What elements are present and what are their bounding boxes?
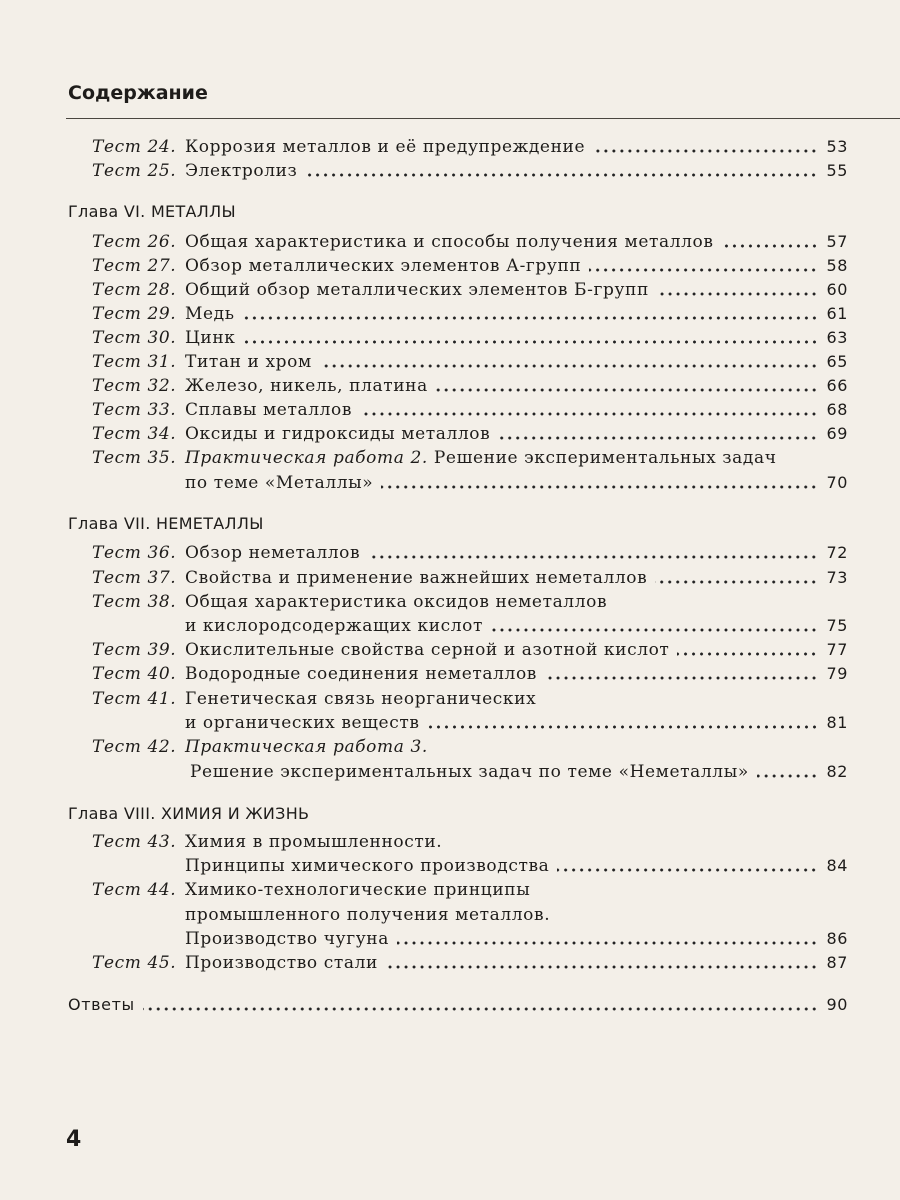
dot-leader	[677, 652, 818, 656]
page-number: 4	[66, 1127, 82, 1152]
entry-title: Окислительные свойства серной и азотной кислот	[185, 640, 670, 660]
entry-title: Коррозия металлов и её предупреждение	[185, 137, 586, 157]
entry-number: 33.	[147, 400, 177, 420]
entry-page: 87	[826, 953, 848, 972]
toc-entry	[92, 878, 848, 902]
toc-entry-continuation	[185, 614, 848, 638]
toc-entry-continuation	[185, 471, 848, 495]
dot-leader	[436, 388, 818, 392]
entry-number: 39.	[147, 640, 177, 660]
dot-leader	[243, 316, 818, 320]
entry-label: Тест	[92, 328, 142, 348]
dot-leader	[757, 774, 818, 778]
practical-work-label: Практическая работа 2.	[185, 448, 428, 468]
entry-label: Тест	[92, 880, 142, 900]
dot-leader	[244, 340, 818, 344]
toc-entry	[92, 951, 848, 975]
toc-entry	[92, 830, 848, 854]
entry-page: 81	[826, 713, 848, 732]
entry-page: 57	[826, 232, 848, 251]
toc-entry	[92, 638, 848, 662]
entry-label: Тест	[92, 737, 142, 757]
chapter-heading: Глава VII. НЕМЕТАЛЛЫ	[68, 514, 264, 533]
practical-work-label: Практическая работа 3.	[185, 737, 428, 757]
entry-title: Производство стали	[185, 953, 378, 973]
toc-entry	[92, 302, 848, 326]
entry-label: Тест	[92, 832, 142, 852]
entry-title: Оксиды и гидроксиды металлов	[185, 424, 491, 444]
entry-title-continued: и кислородсодержащих кислот	[185, 616, 484, 636]
entry-title: Химия в промышленности.	[185, 832, 443, 852]
entry-number: 29.	[147, 304, 177, 324]
entry-number: 42.	[147, 737, 177, 757]
entry-title-continued: Решение экспериментальных задач по теме «Неметаллы»	[190, 762, 749, 782]
toc-entry-continuation	[190, 760, 848, 784]
toc-entry	[92, 326, 848, 350]
entry-label: Тест	[92, 448, 142, 468]
entry-number: 31.	[147, 352, 177, 372]
entry-title: Общая характеристика оксидов неметаллов	[185, 592, 608, 612]
entry-number: 26.	[147, 232, 177, 252]
entry-label: Тест	[92, 953, 142, 973]
dot-leader	[428, 725, 818, 729]
dot-leader	[491, 628, 818, 632]
entry-label: Тест	[92, 543, 142, 563]
toc-entry-continuation	[185, 927, 848, 951]
entry-label: Тест	[92, 568, 142, 588]
toc-entry	[92, 662, 848, 686]
entry-title: Общая характеристика и способы получения металлов	[185, 232, 714, 252]
dot-leader	[386, 965, 818, 969]
entry-title: Свойства и применение важнейших неметаллов	[185, 568, 648, 588]
entry-label: Тест	[92, 352, 142, 372]
toc-entry-answers	[68, 993, 848, 1017]
entry-number: 38.	[147, 592, 177, 612]
entry-label: Тест	[92, 232, 142, 252]
dot-leader	[722, 244, 818, 248]
entry-page: 77	[826, 640, 848, 659]
entry-page: 70	[826, 473, 848, 492]
toc-entry	[92, 566, 848, 590]
entry-page: 82	[826, 762, 848, 781]
entry-label: Тест	[92, 424, 142, 444]
entry-title: Цинк	[185, 328, 236, 348]
entry-title: Медь	[185, 304, 235, 324]
entry-number: 36.	[147, 543, 177, 563]
entry-title: Общий обзор металлических элементов Б-групп	[185, 280, 649, 300]
toc-entry-continuation	[185, 711, 848, 735]
entry-page: 84	[826, 856, 848, 875]
entry-label: Тест	[92, 256, 142, 276]
dot-leader	[545, 676, 818, 680]
entry-number: 25.	[147, 161, 177, 181]
dot-leader	[397, 941, 818, 945]
dot-leader	[305, 173, 818, 177]
entry-title: Обзор металлических элементов А-групп	[185, 256, 582, 276]
entry-label: Тест	[92, 280, 142, 300]
entry-title-continued: по теме «Металлы»	[185, 473, 374, 493]
entry-label: Тест	[92, 592, 142, 612]
toc-entry	[92, 735, 848, 759]
toc-entry	[92, 374, 848, 398]
dot-leader	[557, 868, 818, 872]
entry-title-continued: Производство чугуна	[185, 929, 389, 949]
entry-number: 41.	[147, 689, 177, 709]
dot-leader	[381, 485, 818, 489]
entry-number: 32.	[147, 376, 177, 396]
entry-title-continued: промышленного получения металлов.	[185, 905, 551, 925]
entry-page: 73	[826, 568, 848, 587]
entry-page: 61	[826, 304, 848, 323]
entry-title: Водородные соединения неметаллов	[185, 664, 537, 684]
entry-number: 37.	[147, 568, 177, 588]
entry-number: 40.	[147, 664, 177, 684]
entry-page: 66	[826, 376, 848, 395]
entry-title: Сплавы металлов	[185, 400, 353, 420]
dot-leader	[498, 436, 818, 440]
entry-page: 86	[826, 929, 848, 948]
entry-number: 28.	[147, 280, 177, 300]
entry-page: 53	[826, 137, 848, 156]
entry-label: Тест	[92, 664, 142, 684]
entry-title: Электролиз	[185, 161, 298, 181]
entry-number: 44.	[147, 880, 177, 900]
toc-entry	[92, 159, 848, 183]
page-title: Содержание	[68, 82, 208, 104]
toc-entry	[92, 541, 848, 565]
entry-title: Ответы	[68, 995, 135, 1014]
entry-page: 55	[826, 161, 848, 180]
entry-title: Титан и хром	[185, 352, 312, 372]
dot-leader	[589, 268, 818, 272]
entry-page: 69	[826, 424, 848, 443]
entry-label: Тест	[92, 400, 142, 420]
entry-title: Решение экспериментальных задач	[433, 448, 777, 468]
toc-entry	[92, 590, 848, 614]
toc-entry	[92, 422, 848, 446]
entry-number: 43.	[147, 832, 177, 852]
entry-page: 79	[826, 664, 848, 683]
entry-page: 63	[826, 328, 848, 347]
dot-leader	[368, 555, 818, 559]
chapter-heading: Глава VI. МЕТАЛЛЫ	[68, 202, 236, 221]
dot-leader	[655, 580, 818, 584]
entry-label: Тест	[92, 640, 142, 660]
entry-label: Тест	[92, 689, 142, 709]
toc-entry	[92, 350, 848, 374]
entry-number: 24.	[147, 137, 177, 157]
toc-entry	[92, 687, 848, 711]
entry-title-continued: и органических веществ	[185, 713, 420, 733]
entry-page: 90	[826, 995, 848, 1014]
entry-page: 60	[826, 280, 848, 299]
toc-entry	[92, 254, 848, 278]
dot-leader	[143, 1007, 818, 1011]
entry-page: 68	[826, 400, 848, 419]
dot-leader	[360, 412, 818, 416]
entry-title: Обзор неметаллов	[185, 543, 361, 563]
entry-number: 35.	[147, 448, 177, 468]
entry-number: 45.	[147, 953, 177, 973]
entry-title: Железо, никель, платина	[185, 376, 428, 396]
entry-label: Тест	[92, 137, 142, 157]
entry-title: Генетическая связь неорганических	[185, 689, 537, 709]
entry-page: 72	[826, 543, 848, 562]
dot-leader	[320, 364, 818, 368]
toc-entry-continuation	[185, 903, 848, 927]
entry-label: Тест	[92, 304, 142, 324]
toc-entry-continuation	[185, 854, 848, 878]
entry-number: 34.	[147, 424, 177, 444]
entry-title-continued: Принципы химического производства	[185, 856, 550, 876]
dot-leader	[657, 292, 818, 296]
toc-entry	[92, 446, 848, 470]
entry-number: 27.	[147, 256, 177, 276]
entry-page: 75	[826, 616, 848, 635]
entry-label: Тест	[92, 161, 142, 181]
toc-entry	[92, 230, 848, 254]
entry-title: Химико-технологические принципы	[185, 880, 531, 900]
toc-entry	[92, 278, 848, 302]
entry-page: 65	[826, 352, 848, 371]
entry-number: 30.	[147, 328, 177, 348]
chapter-heading: Глава VIII. ХИМИЯ И ЖИЗНЬ	[68, 804, 310, 823]
toc-entry	[92, 398, 848, 422]
dot-leader	[593, 149, 818, 153]
entry-label: Тест	[92, 376, 142, 396]
entry-page: 58	[826, 256, 848, 275]
toc-entry	[92, 135, 848, 159]
